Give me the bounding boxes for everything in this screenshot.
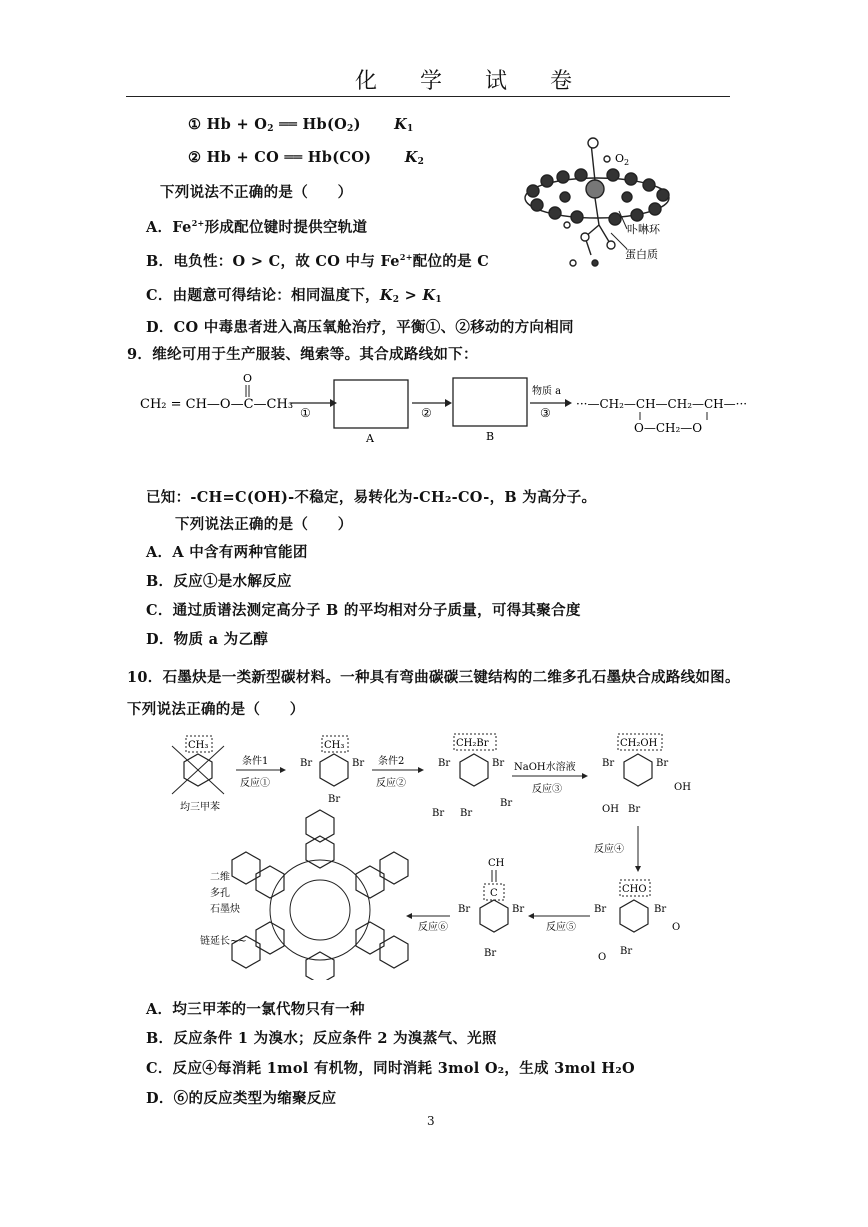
q10-scheme [150, 730, 710, 980]
svg-text:C: C [490, 888, 498, 899]
page-title: 化 学 试 卷 [355, 69, 590, 94]
q9-label-a: A [366, 432, 374, 445]
svg-text:反应⑤: 反应⑤ [546, 922, 576, 933]
svg-text:CH₃: CH₃ [188, 740, 209, 751]
protein-label: 蛋白质 [625, 248, 658, 261]
q9-product-top: ···—CH₂—CH—CH₂—CH—··· [576, 397, 748, 411]
q9-reagent: 物质 a [532, 386, 562, 397]
q8-option-d: D．CO 中毒患者进入高压氧舱治疗，平衡①、②移动的方向相同 [146, 319, 574, 336]
q10-stem-2: 下列说法正确的是（ ） [127, 701, 305, 718]
svg-text:OH: OH [674, 782, 691, 793]
svg-text:反应⑥: 反应⑥ [418, 922, 448, 933]
q9-box-a [334, 380, 408, 428]
q8-option-b: B．电负性：O > C，故 CO 中与 $Fe^{2+}$配位的是 C [146, 252, 490, 270]
q9-step2: ② [421, 406, 432, 420]
svg-text:O: O [672, 922, 681, 933]
svg-text:NaOH水溶液: NaOH水溶液 [514, 762, 576, 773]
porphyrin-label: 卟啉环 [627, 223, 660, 236]
q9-step3: ③ [540, 406, 551, 420]
svg-text:Br: Br [328, 794, 341, 805]
svg-text:Br: Br [654, 904, 667, 915]
q9-route [140, 370, 760, 450]
q9-option-d: D．物质 a 为乙醇 [146, 631, 269, 648]
q9-carbonyl-o: O [243, 372, 253, 385]
header-rule [126, 96, 730, 97]
q9-label-b: B [486, 430, 495, 443]
o2-label: $O_2$ [615, 152, 630, 167]
svg-text:OH: OH [602, 804, 619, 815]
svg-text:Br: Br [438, 758, 451, 769]
q8-option-c: C．由题意可得结论：相同温度下，$K_2 > K_1$ [146, 287, 442, 305]
q9-sub-stem: 下列说法正确的是（ ） [175, 516, 353, 533]
page-number: 3 [427, 1114, 435, 1128]
svg-text:Br: Br [492, 758, 505, 769]
svg-text:多孔: 多孔 [210, 888, 230, 899]
svg-text:Br: Br [300, 758, 313, 769]
svg-text:Br: Br [656, 758, 669, 769]
q9-option-a: A．A 中含有两种官能团 [146, 544, 308, 561]
svg-text:Br: Br [460, 808, 473, 819]
q10-option-b: B．反应条件 1 为溴水；反应条件 2 为溴蒸气、光照 [146, 1030, 497, 1047]
q10-option-c: C．反应④每消耗 1mol 有机物，同时消耗 3mol O₂，生成 3mol H₂O [146, 1060, 635, 1077]
svg-text:反应①: 反应① [240, 778, 270, 789]
svg-text:反应②: 反应② [376, 778, 406, 789]
q9-option-b: B．反应①是水解反应 [146, 573, 292, 590]
svg-text:二维: 二维 [210, 872, 230, 883]
svg-text:O: O [598, 952, 607, 963]
q9-step1: ① [300, 406, 311, 420]
svg-text:CH₂Br: CH₂Br [456, 738, 489, 749]
svg-text:链延长~~: 链延长~~ [200, 936, 247, 947]
q9-reactant: CH₂ = CH—O—C—CH₃ [140, 397, 294, 412]
svg-text:Br: Br [458, 904, 471, 915]
q9-known: 已知：-CH=C(OH)-不稳定，易转化为-CH₂-CO-，B 为高分子。 [146, 489, 597, 506]
svg-text:条件1: 条件1 [242, 756, 269, 767]
svg-text:CHO: CHO [622, 884, 647, 895]
svg-text:Br: Br [620, 946, 633, 957]
svg-text:Br: Br [602, 758, 615, 769]
svg-text:Br: Br [594, 904, 607, 915]
svg-text:Br: Br [484, 948, 497, 959]
q9-product-bottom: O—CH₂—O [634, 421, 703, 435]
q8-stem: 下列说法不正确的是（ ） [160, 184, 353, 201]
svg-text:反应④: 反应④ [594, 844, 624, 855]
svg-text:Br: Br [352, 758, 365, 769]
svg-text:Br: Br [512, 904, 525, 915]
q10-stem: 10．石墨炔是一类新型碳材料。一种具有弯曲碳碳三键结构的二维多孔石墨炔合成路线如图。 [127, 669, 740, 686]
q9-box-b [453, 378, 527, 426]
mesitylene-label: 均三甲苯 [180, 802, 220, 813]
q8-option-a: A．$Fe^{2+}$形成配位键时提供空轨道 [146, 218, 368, 236]
svg-text:条件2: 条件2 [378, 756, 405, 767]
svg-text:Br: Br [432, 808, 445, 819]
equation-1: ① $Hb + O_2$ ══ $Hb(O_2)$ $K_1$ [188, 116, 414, 134]
svg-text:CH₃: CH₃ [324, 740, 345, 751]
svg-text:Br: Br [628, 804, 641, 815]
svg-text:CH₂OH: CH₂OH [620, 738, 658, 749]
svg-text:反应③: 反应③ [532, 784, 562, 795]
q9-option-c: C．通过质谱法测定高分子 B 的平均相对分子质量，可得其聚合度 [146, 602, 581, 619]
heme-figure [515, 133, 695, 273]
svg-text:CH: CH [488, 858, 505, 869]
equation-2: ② Hb + CO ══ Hb(CO) $K_2$ [188, 149, 425, 167]
q10-option-d: D．⑥的反应类型为缩聚反应 [146, 1090, 337, 1107]
svg-text:Br: Br [500, 798, 513, 809]
q9-stem: 9．维纶可用于生产服装、绳索等。其合成路线如下： [127, 346, 478, 363]
q10-option-a: A．均三甲苯的一氯代物只有一种 [146, 1001, 365, 1018]
svg-text:石墨炔: 石墨炔 [210, 904, 240, 915]
